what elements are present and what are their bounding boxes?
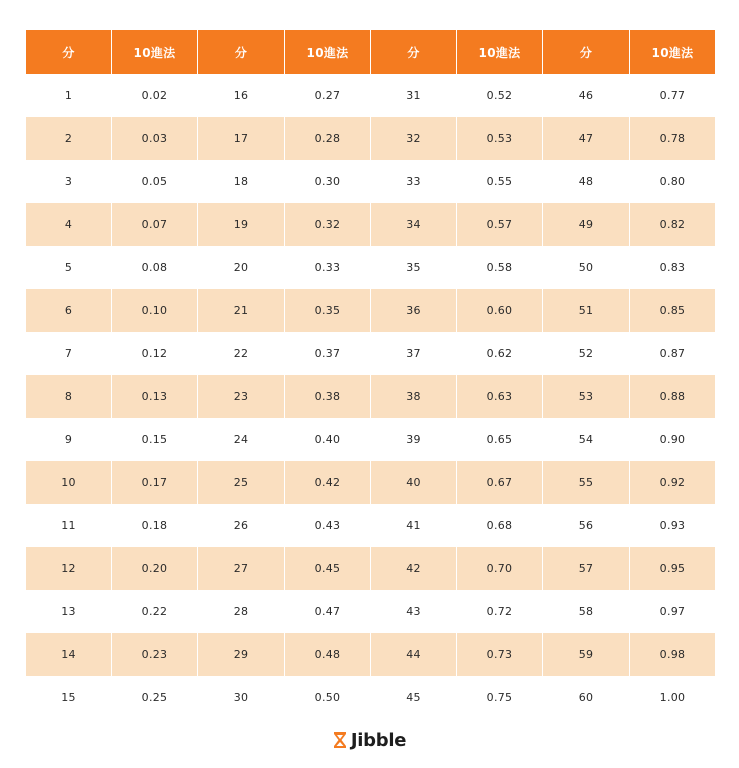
decimal-cell: 0.10 bbox=[112, 289, 197, 332]
table-row bbox=[26, 74, 712, 117]
minutes-cell: 40 bbox=[371, 461, 456, 504]
decimal-cell: 0.48 bbox=[285, 633, 370, 676]
decimal-cell: 0.77 bbox=[630, 74, 715, 117]
decimal-cell: 0.20 bbox=[112, 547, 197, 590]
minutes-cell: 3 bbox=[26, 160, 111, 203]
decimal-cell: 0.60 bbox=[457, 289, 542, 332]
decimal-cell: 0.73 bbox=[457, 633, 542, 676]
minutes-cell: 9 bbox=[26, 418, 111, 461]
table-row bbox=[26, 504, 712, 547]
decimal-cell: 0.05 bbox=[112, 160, 197, 203]
decimal-cell: 0.52 bbox=[457, 74, 542, 117]
minutes-cell: 38 bbox=[371, 375, 456, 418]
minutes-cell: 48 bbox=[543, 160, 629, 203]
decimal-cell: 0.42 bbox=[285, 461, 370, 504]
minutes-cell: 10 bbox=[26, 461, 111, 504]
minutes-cell: 50 bbox=[543, 246, 629, 289]
decimal-cell: 0.67 bbox=[457, 461, 542, 504]
minutes-cell: 46 bbox=[543, 74, 629, 117]
decimal-cell: 0.57 bbox=[457, 203, 542, 246]
logo-wordmark: Jibble bbox=[350, 729, 407, 751]
minutes-cell: 6 bbox=[26, 289, 111, 332]
minutes-cell: 17 bbox=[198, 117, 284, 160]
decimal-cell: 0.08 bbox=[112, 246, 197, 289]
decimal-cell: 0.78 bbox=[630, 117, 715, 160]
minutes-cell: 14 bbox=[26, 633, 111, 676]
minutes-cell: 22 bbox=[198, 332, 284, 375]
decimal-cell: 0.95 bbox=[630, 547, 715, 590]
decimal-cell: 0.58 bbox=[457, 246, 542, 289]
minutes-cell: 59 bbox=[543, 633, 629, 676]
minutes-cell: 37 bbox=[371, 332, 456, 375]
decimal-cell: 0.28 bbox=[285, 117, 370, 160]
minutes-cell: 44 bbox=[371, 633, 456, 676]
minutes-cell: 55 bbox=[543, 461, 629, 504]
decimal-cell: 0.80 bbox=[630, 160, 715, 203]
decimal-cell: 1.00 bbox=[630, 676, 715, 719]
minutes-cell: 5 bbox=[26, 246, 111, 289]
decimal-cell: 0.88 bbox=[630, 375, 715, 418]
decimal-cell: 0.82 bbox=[630, 203, 715, 246]
conversion-table bbox=[26, 30, 712, 719]
minutes-cell: 20 bbox=[198, 246, 284, 289]
decimal-cell: 0.92 bbox=[630, 461, 715, 504]
minutes-cell: 8 bbox=[26, 375, 111, 418]
decimal-cell: 0.97 bbox=[630, 590, 715, 633]
table-row bbox=[26, 461, 712, 504]
decimal-cell: 0.65 bbox=[457, 418, 542, 461]
decimal-cell: 0.02 bbox=[112, 74, 197, 117]
table-row bbox=[26, 418, 712, 461]
table-row bbox=[26, 160, 712, 203]
decimal-cell: 0.83 bbox=[630, 246, 715, 289]
minutes-cell: 56 bbox=[543, 504, 629, 547]
minutes-cell: 26 bbox=[198, 504, 284, 547]
table-row bbox=[26, 203, 712, 246]
header-cell-minutes: 分 bbox=[26, 30, 111, 74]
header-cell-decimal: 10進法 bbox=[630, 30, 715, 74]
header-cell-minutes: 分 bbox=[543, 30, 629, 74]
minutes-cell: 52 bbox=[543, 332, 629, 375]
minutes-cell: 54 bbox=[543, 418, 629, 461]
minutes-cell: 30 bbox=[198, 676, 284, 719]
minutes-cell: 18 bbox=[198, 160, 284, 203]
decimal-cell: 0.25 bbox=[112, 676, 197, 719]
minutes-cell: 1 bbox=[26, 74, 111, 117]
table-row bbox=[26, 547, 712, 590]
decimal-cell: 0.30 bbox=[285, 160, 370, 203]
minutes-cell: 34 bbox=[371, 203, 456, 246]
decimal-cell: 0.93 bbox=[630, 504, 715, 547]
minutes-cell: 41 bbox=[371, 504, 456, 547]
decimal-cell: 0.03 bbox=[112, 117, 197, 160]
header-cell-minutes: 分 bbox=[198, 30, 284, 74]
decimal-cell: 0.22 bbox=[112, 590, 197, 633]
minutes-cell: 2 bbox=[26, 117, 111, 160]
decimal-cell: 0.15 bbox=[112, 418, 197, 461]
minutes-cell: 25 bbox=[198, 461, 284, 504]
table-header-row bbox=[26, 30, 712, 74]
minutes-cell: 49 bbox=[543, 203, 629, 246]
decimal-cell: 0.70 bbox=[457, 547, 542, 590]
minutes-cell: 58 bbox=[543, 590, 629, 633]
table-row bbox=[26, 117, 712, 160]
decimal-cell: 0.45 bbox=[285, 547, 370, 590]
minutes-cell: 35 bbox=[371, 246, 456, 289]
minutes-cell: 24 bbox=[198, 418, 284, 461]
decimal-cell: 0.35 bbox=[285, 289, 370, 332]
minutes-cell: 4 bbox=[26, 203, 111, 246]
decimal-cell: 0.85 bbox=[630, 289, 715, 332]
decimal-cell: 0.75 bbox=[457, 676, 542, 719]
minutes-cell: 12 bbox=[26, 547, 111, 590]
minutes-cell: 32 bbox=[371, 117, 456, 160]
decimal-cell: 0.63 bbox=[457, 375, 542, 418]
decimal-cell: 0.37 bbox=[285, 332, 370, 375]
decimal-cell: 0.68 bbox=[457, 504, 542, 547]
table-row bbox=[26, 375, 712, 418]
jibble-logo bbox=[0, 726, 739, 754]
table-row bbox=[26, 676, 712, 719]
minutes-cell: 11 bbox=[26, 504, 111, 547]
minutes-cell: 23 bbox=[198, 375, 284, 418]
decimal-cell: 0.32 bbox=[285, 203, 370, 246]
table-row bbox=[26, 289, 712, 332]
minutes-cell: 15 bbox=[26, 676, 111, 719]
decimal-cell: 0.40 bbox=[285, 418, 370, 461]
minutes-cell: 43 bbox=[371, 590, 456, 633]
decimal-cell: 0.50 bbox=[285, 676, 370, 719]
decimal-cell: 0.27 bbox=[285, 74, 370, 117]
decimal-cell: 0.43 bbox=[285, 504, 370, 547]
decimal-cell: 0.98 bbox=[630, 633, 715, 676]
header-cell-minutes: 分 bbox=[371, 30, 456, 74]
hourglass-icon bbox=[333, 731, 347, 749]
minutes-cell: 36 bbox=[371, 289, 456, 332]
minutes-cell: 16 bbox=[198, 74, 284, 117]
decimal-cell: 0.87 bbox=[630, 332, 715, 375]
decimal-cell: 0.47 bbox=[285, 590, 370, 633]
decimal-cell: 0.72 bbox=[457, 590, 542, 633]
minutes-cell: 57 bbox=[543, 547, 629, 590]
minutes-cell: 31 bbox=[371, 74, 456, 117]
header-cell-decimal: 10進法 bbox=[457, 30, 542, 74]
minutes-cell: 53 bbox=[543, 375, 629, 418]
decimal-cell: 0.17 bbox=[112, 461, 197, 504]
table-row bbox=[26, 633, 712, 676]
decimal-cell: 0.23 bbox=[112, 633, 197, 676]
table-row bbox=[26, 332, 712, 375]
minutes-cell: 19 bbox=[198, 203, 284, 246]
minutes-cell: 60 bbox=[543, 676, 629, 719]
decimal-cell: 0.90 bbox=[630, 418, 715, 461]
minutes-cell: 13 bbox=[26, 590, 111, 633]
table-row bbox=[26, 246, 712, 289]
minutes-cell: 27 bbox=[198, 547, 284, 590]
decimal-cell: 0.07 bbox=[112, 203, 197, 246]
minutes-cell: 42 bbox=[371, 547, 456, 590]
minutes-cell: 7 bbox=[26, 332, 111, 375]
minutes-cell: 45 bbox=[371, 676, 456, 719]
minutes-cell: 39 bbox=[371, 418, 456, 461]
minutes-cell: 47 bbox=[543, 117, 629, 160]
minutes-cell: 28 bbox=[198, 590, 284, 633]
header-cell-decimal: 10進法 bbox=[112, 30, 197, 74]
table-body bbox=[26, 74, 712, 719]
table-row bbox=[26, 590, 712, 633]
minutes-cell: 51 bbox=[543, 289, 629, 332]
decimal-cell: 0.13 bbox=[112, 375, 197, 418]
minutes-cell: 29 bbox=[198, 633, 284, 676]
minutes-cell: 21 bbox=[198, 289, 284, 332]
minutes-cell: 33 bbox=[371, 160, 456, 203]
decimal-cell: 0.55 bbox=[457, 160, 542, 203]
decimal-cell: 0.33 bbox=[285, 246, 370, 289]
decimal-cell: 0.38 bbox=[285, 375, 370, 418]
decimal-cell: 0.62 bbox=[457, 332, 542, 375]
header-cell-decimal: 10進法 bbox=[285, 30, 370, 74]
decimal-cell: 0.18 bbox=[112, 504, 197, 547]
decimal-cell: 0.53 bbox=[457, 117, 542, 160]
decimal-cell: 0.12 bbox=[112, 332, 197, 375]
